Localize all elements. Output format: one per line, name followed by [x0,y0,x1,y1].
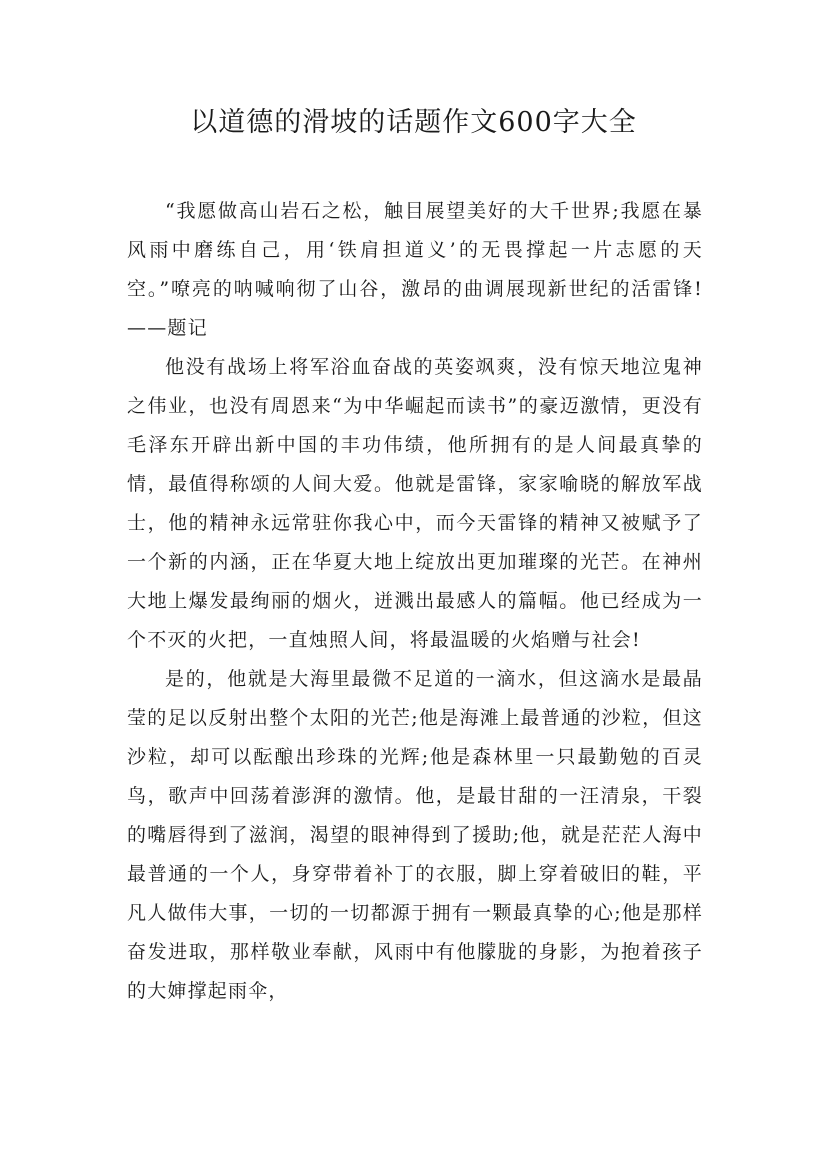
paragraph-2: 他没有战场上将军浴血奋战的英姿飒爽，没有惊天地泣鬼神之伟业，也没有周恩来“为中华崛起而读书”的豪迈激情，更没有毛泽东开辟出新中国的丰功伟绩，他所拥有的是人间最真挚的情，最值得称颂的人间大爱。他就是雷锋，家家喻晓的解放军战士，他的精神永远常驻你我心中，而今天雷锋的精神又被赋予了一个新的内涵，正在华夏大地上绽放出更加璀璨的光芒。在神州大地上爆发最绚丽的烟火，迸溅出最感人的篇幅。他已经成为一个不灭的火把，一直烛照人间，将最温暖的火焰赠与社会! [127,356,703,651]
paragraph-epigraph: “我愿做高山岩石之松，触目展望美好的大千世界;我愿在暴风雨中磨练自己，用‘铁肩担道义’的无畏撑起一片志愿的天空。”嘹亮的呐喊响彻了山谷，激昂的曲调展现新世纪的活雷锋!——题记 [127,200,703,339]
document-body [127,192,703,1011]
document-title: 以道德的滑坡的话题作文600字大全 [190,107,637,138]
paragraph-3: 是的，他就是大海里最微不足道的一滴水，但这滴水是最晶莹的足以反射出整个太阳的光芒;他是海滩上最普通的沙粒，但这沙粒，却可以酝酿出珍珠的光辉;他是森林里一只最勤勉的百灵鸟，歌声中回荡着澎湃的激情。他，是最甘甜的一汪清泉，干裂的嘴唇得到了滋润，渴望的眼神得到了援助;他，就是茫茫人海中最普通的一个人，身穿带着补丁的衣服，脚上穿着破旧的鞋，平凡人做伟大事，一切的一切都源于拥有一颗最真挚的心;他是那样奋发进取，那样敬业奉献，风雨中有他朦胧的身影，为抱着孩子的大婶撑起雨伞， [127,668,703,1002]
